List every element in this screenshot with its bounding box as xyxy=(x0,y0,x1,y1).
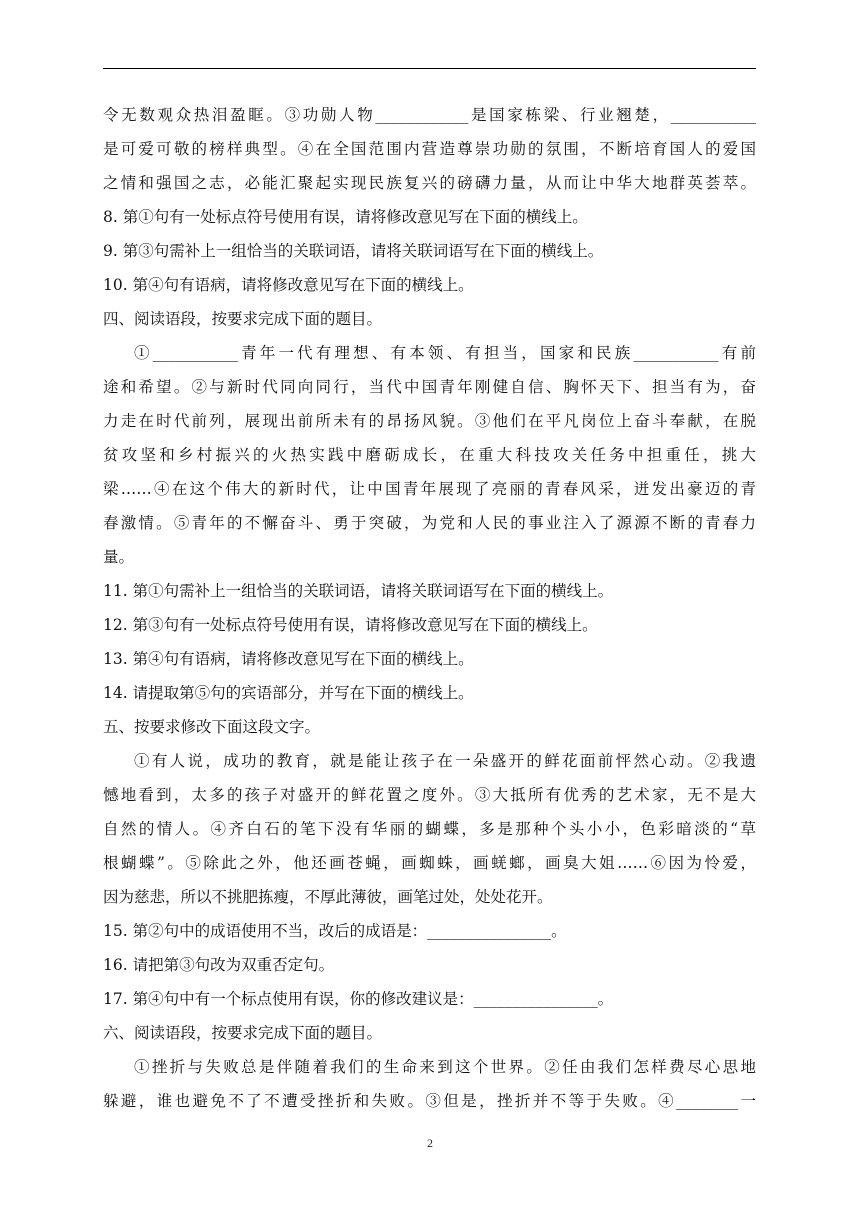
question-line: 15. 第②句中的成语使用不当，改后的成语是：________________。 xyxy=(103,922,567,940)
question-line: 10. 第④句有语病，请将修改意见写在下面的横线上。 xyxy=(103,276,474,294)
text-line: 因为慈悲，所以不挑肥拣瘦，不厚此薄彼，画笔过处，处处花开。 xyxy=(103,888,553,906)
section-heading: 四、阅读语段，按要求完成下面的题目。 xyxy=(103,310,383,328)
page-number: 2 xyxy=(427,1136,433,1150)
question-line: 16. 请把第③句改为双重否定句。 xyxy=(103,956,335,974)
text-line: 春激情。⑤青年的不懈奋斗、勇于突破，为党和人民的事业注入了源源不断的青春力 xyxy=(103,514,756,532)
section-heading: 六、阅读语段，按要求完成下面的题目。 xyxy=(103,1024,383,1042)
question-line: 12. 第③句有一处标点符号使用有误，请将修改意见写在下面的横线上。 xyxy=(103,616,598,634)
section-heading: 五、按要求修改下面这段文字。 xyxy=(103,718,321,736)
text-line: 令无数观众热泪盈眶。③功勋人物____________是国家栋梁、行业翘楚，___________ xyxy=(103,106,756,124)
question-line: 11. 第①句需补上一组恰当的关联词语，请将关联词语写在下面的横线上。 xyxy=(103,582,614,600)
text-line: 躲避，谁也避免不了不遭受挫折和失败。③但是，挫折并不等于失败。④________一 xyxy=(103,1092,756,1110)
text-line: 根蝴蝶”。⑤除此之外，他还画苍蝇，画蜘蛛，画蜣螂，画臭大姐……⑥因为怜爱， xyxy=(103,854,756,872)
paragraph-first-line: ①有人说，成功的教育，就是能让孩子在一朵盛开的鲜花面前怦然心动。②我遗 xyxy=(134,752,756,770)
text-line: 梁……④在这个伟大的新时代，让中国青年展现了亮丽的青春风采，迸发出豪迈的青 xyxy=(103,480,756,498)
question-line: 17. 第④句中有一个标点使用有误，你的修改建议是：________________。 xyxy=(103,990,614,1008)
text-line: 之情和强国之志，必能汇聚起实现民族复兴的磅礴力量，从而让中华大地群英荟萃。 xyxy=(103,174,756,192)
header-rule xyxy=(103,68,756,69)
text-line: 力走在时代前列，展现出前所未有的昂扬风貌。③他们在平凡岗位上奋斗奉献，在脱 xyxy=(103,412,756,430)
question-line: 9. 第③句需补上一组恰当的关联词语，请将关联词语写在下面的横线上。 xyxy=(103,242,604,260)
text-line: 自然的情人。④齐白石的笔下没有华丽的蝴蝶，多是那种个头小小，色彩暗淡的“草 xyxy=(103,820,756,838)
question-line: 13. 第④句有语病，请将修改意见写在下面的横线上。 xyxy=(103,650,474,668)
question-line: 14. 请提取第⑤句的宾语部分，并写在下面的横线上。 xyxy=(103,684,474,702)
question-line: 8. 第①句有一处标点符号使用有误，请将修改意见写在下面的横线上。 xyxy=(103,208,588,226)
text-line: 是可爱可敬的榜样典型。④在全国范围内营造尊崇功勋的氛围，不断培育国人的爱国 xyxy=(103,140,756,158)
document-body xyxy=(103,98,756,1118)
paragraph-first-line: ①___________青年一代有理想、有本领、有担当，国家和民族___________有前 xyxy=(134,344,756,362)
paragraph-first-line: ①挫折与失败总是伴随着我们的生命来到这个世界。②任由我们怎样费尽心思地 xyxy=(134,1058,756,1076)
text-line: 量。 xyxy=(103,548,135,566)
text-line: 途和希望。②与新时代同向同行，当代中国青年刚健自信、胸怀天下、担当有为，奋 xyxy=(103,378,756,396)
text-line: 憾地看到，太多的孩子对盛开的鲜花置之度外。③大抵所有优秀的艺术家，无不是大 xyxy=(103,786,756,804)
text-line: 贫攻坚和乡村振兴的火热实践中磨砺成长，在重大科技攻关任务中担重任，挑大 xyxy=(103,446,756,464)
